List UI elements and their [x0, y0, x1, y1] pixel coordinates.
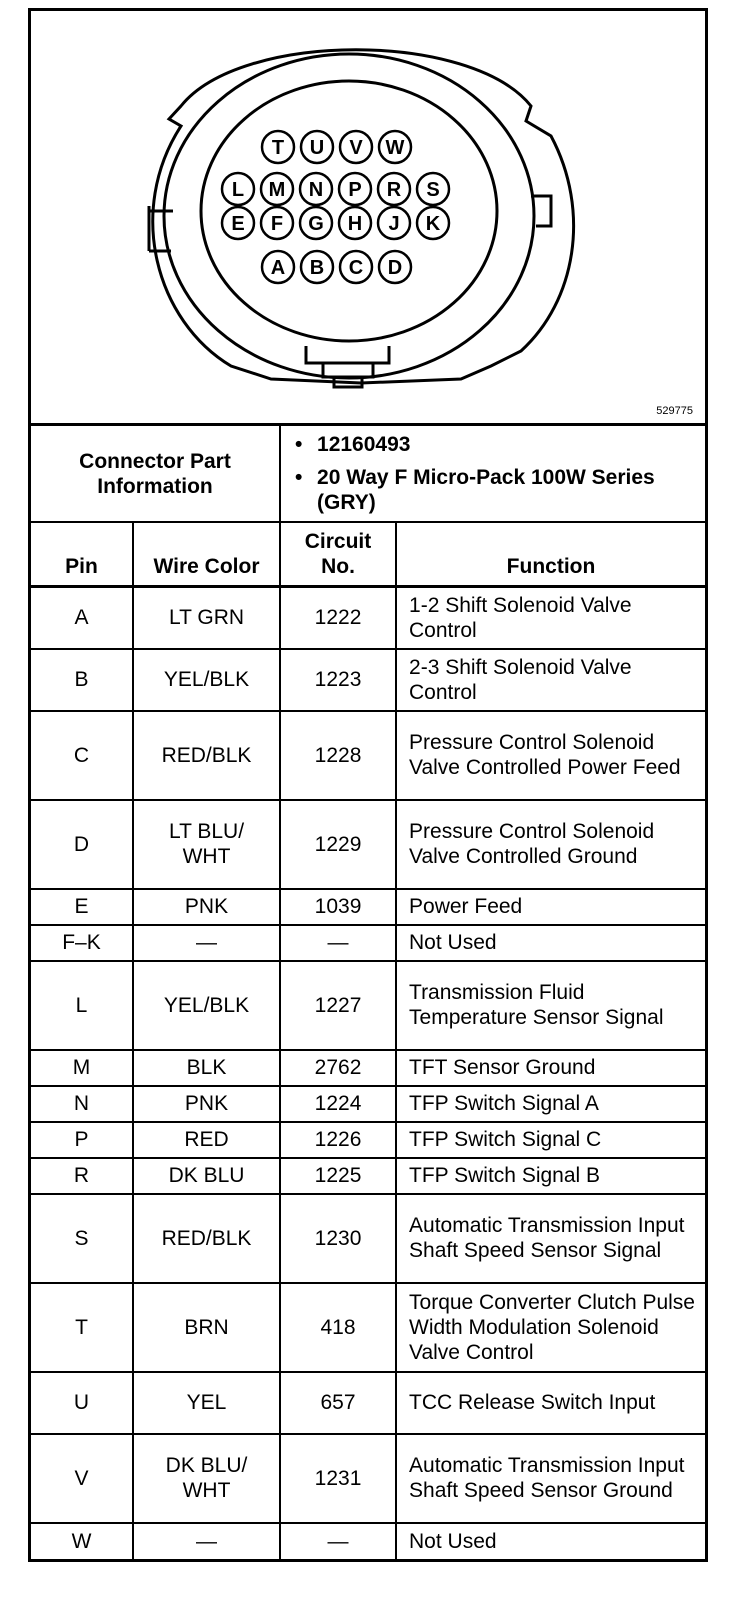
- wire-color-cell: YEL/BLK: [133, 961, 280, 1050]
- pin-r: [378, 173, 410, 205]
- table-row: [31, 587, 705, 649]
- pin-label: U: [309, 137, 325, 159]
- table-row: [31, 649, 705, 711]
- pin-cell: C: [31, 711, 133, 800]
- function-cell: 2-3 Shift Solenoid Valve Control: [396, 649, 705, 711]
- circuit-cell: 2762: [280, 1050, 396, 1086]
- pin-label: F: [270, 213, 284, 235]
- circuit-cell: 1039: [280, 889, 396, 925]
- pin-p: [339, 173, 371, 205]
- pin-cell: N: [31, 1086, 133, 1122]
- connector-info-label: Connector Part Information: [31, 426, 280, 522]
- pin-cell: D: [31, 800, 133, 889]
- pin-label: P: [348, 179, 362, 201]
- pin-label: L: [231, 179, 245, 201]
- wire-color-cell: BRN: [133, 1283, 280, 1372]
- column-header-pin: Pin: [31, 522, 133, 587]
- pin-label: D: [387, 257, 403, 279]
- pin-g: [300, 207, 332, 239]
- function-cell: Automatic Transmission Input Shaft Speed Sensor Ground: [396, 1434, 705, 1523]
- pin-label: T: [271, 137, 285, 159]
- pin-cell: S: [31, 1194, 133, 1283]
- table-row: [31, 1158, 705, 1194]
- table-row: [31, 1122, 705, 1158]
- table-row: [31, 800, 705, 889]
- pin-t: [262, 131, 294, 163]
- table-row: [31, 711, 705, 800]
- function-cell: Not Used: [396, 925, 705, 961]
- function-cell: Not Used: [396, 1523, 705, 1559]
- circuit-cell: 1231: [280, 1434, 396, 1523]
- pin-u: [301, 131, 333, 163]
- table-row: [31, 1283, 705, 1372]
- wire-color-cell: RED/BLK: [133, 711, 280, 800]
- circuit-cell: 1223: [280, 649, 396, 711]
- table-row: [31, 1086, 705, 1122]
- connector-document: [28, 8, 708, 1562]
- pin-s: [417, 173, 449, 205]
- connector-info-details: [280, 426, 705, 522]
- circuit-cell: 418: [280, 1283, 396, 1372]
- pin-b: [301, 251, 333, 283]
- pin-cell: U: [31, 1372, 133, 1434]
- pin-d: [379, 251, 411, 283]
- function-cell: Pressure Control Solenoid Valve Controlled Ground: [396, 800, 705, 889]
- wire-color-cell: DK BLU/ WHT: [133, 1434, 280, 1523]
- column-header-wire-color: Wire Color: [133, 522, 280, 587]
- circuit-cell: 1230: [280, 1194, 396, 1283]
- pin-label: S: [426, 179, 440, 201]
- pin-cell: B: [31, 649, 133, 711]
- pin-label: R: [386, 179, 402, 201]
- connector-diagram: [31, 11, 705, 426]
- pin-label: K: [425, 213, 441, 235]
- function-cell: TFT Sensor Ground: [396, 1050, 705, 1086]
- pin-cell: F–K: [31, 925, 133, 961]
- connector-face-drawing: [31, 11, 705, 423]
- pin-f: [261, 207, 293, 239]
- table-row: [31, 1434, 705, 1523]
- table-row: [31, 1194, 705, 1283]
- pin-cell: P: [31, 1122, 133, 1158]
- circuit-cell: 657: [280, 1372, 396, 1434]
- pin-label: W: [385, 137, 405, 159]
- wire-color-cell: —: [133, 1523, 280, 1559]
- table-row: [31, 1523, 705, 1559]
- circuit-cell: 1227: [280, 961, 396, 1050]
- function-cell: Pressure Control Solenoid Valve Controlled Power Feed: [396, 711, 705, 800]
- pin-cell: T: [31, 1283, 133, 1372]
- pin-c: [340, 251, 372, 283]
- pin-cell: R: [31, 1158, 133, 1194]
- circuit-cell: 1228: [280, 711, 396, 800]
- wire-color-cell: YEL/BLK: [133, 649, 280, 711]
- pin-label: A: [270, 257, 286, 279]
- circuit-cell: 1222: [280, 587, 396, 649]
- table-row: [31, 1050, 705, 1086]
- pin-label: M: [268, 179, 286, 201]
- pin-l: [222, 173, 254, 205]
- table-row: [31, 961, 705, 1050]
- pin-label: C: [348, 257, 364, 279]
- column-header-function: Function: [396, 522, 705, 587]
- wire-color-cell: RED: [133, 1122, 280, 1158]
- connector-part-number: • 12160493: [295, 433, 411, 456]
- function-cell: 1-2 Shift Solenoid Valve Control: [396, 587, 705, 649]
- pin-n: [300, 173, 332, 205]
- pin-cell: M: [31, 1050, 133, 1086]
- column-header-circuit-no: Circuit No.: [280, 522, 396, 587]
- pin-label: V: [349, 137, 363, 159]
- function-cell: Torque Converter Clutch Pulse Width Modulation Solenoid Valve Control: [396, 1283, 705, 1372]
- circuit-cell: —: [280, 925, 396, 961]
- wire-color-cell: BLK: [133, 1050, 280, 1086]
- connector-description: • 20 Way F Micro-Pack 100W Series (GRY): [295, 466, 655, 514]
- pin-cell: A: [31, 587, 133, 649]
- pin-label: B: [309, 257, 325, 279]
- pin-cell: V: [31, 1434, 133, 1523]
- column-header-row: [31, 522, 705, 587]
- circuit-cell: 1224: [280, 1086, 396, 1122]
- function-cell: TFP Switch Signal A: [396, 1086, 705, 1122]
- pin-label: G: [308, 213, 324, 235]
- table-row: [31, 889, 705, 925]
- pinout-table: [31, 426, 705, 1559]
- function-cell: Power Feed: [396, 889, 705, 925]
- pin-k: [417, 207, 449, 239]
- pin-cell: W: [31, 1523, 133, 1559]
- table-row: [31, 925, 705, 961]
- pin-h: [339, 207, 371, 239]
- wire-color-cell: PNK: [133, 1086, 280, 1122]
- wire-color-cell: PNK: [133, 889, 280, 925]
- pin-v: [340, 131, 372, 163]
- pin-label: E: [231, 213, 245, 235]
- connector-info-row: [31, 426, 705, 522]
- wire-color-cell: —: [133, 925, 280, 961]
- wire-color-cell: YEL: [133, 1372, 280, 1434]
- table-row: [31, 1372, 705, 1434]
- wire-color-cell: RED/BLK: [133, 1194, 280, 1283]
- pin-cell: L: [31, 961, 133, 1050]
- function-cell: TFP Switch Signal B: [396, 1158, 705, 1194]
- pin-label: N: [308, 179, 324, 201]
- pin-a: [262, 251, 294, 283]
- pin-j: [378, 207, 410, 239]
- wire-color-cell: LT BLU/ WHT: [133, 800, 280, 889]
- circuit-cell: 1229: [280, 800, 396, 889]
- pin-e: [222, 207, 254, 239]
- pin-cell: E: [31, 889, 133, 925]
- pin-label: H: [347, 213, 363, 235]
- figure-id: 529775: [656, 405, 693, 417]
- circuit-cell: 1225: [280, 1158, 396, 1194]
- function-cell: Automatic Transmission Input Shaft Speed Sensor Signal: [396, 1194, 705, 1283]
- circuit-cell: 1226: [280, 1122, 396, 1158]
- function-cell: TFP Switch Signal C: [396, 1122, 705, 1158]
- pin-w: [379, 131, 411, 163]
- circuit-cell: —: [280, 1523, 396, 1559]
- pin-m: [261, 173, 293, 205]
- wire-color-cell: DK BLU: [133, 1158, 280, 1194]
- pin-label: J: [388, 213, 400, 235]
- function-cell: TCC Release Switch Input: [396, 1372, 705, 1434]
- wire-color-cell: LT GRN: [133, 587, 280, 649]
- function-cell: Transmission Fluid Temperature Sensor Signal: [396, 961, 705, 1050]
